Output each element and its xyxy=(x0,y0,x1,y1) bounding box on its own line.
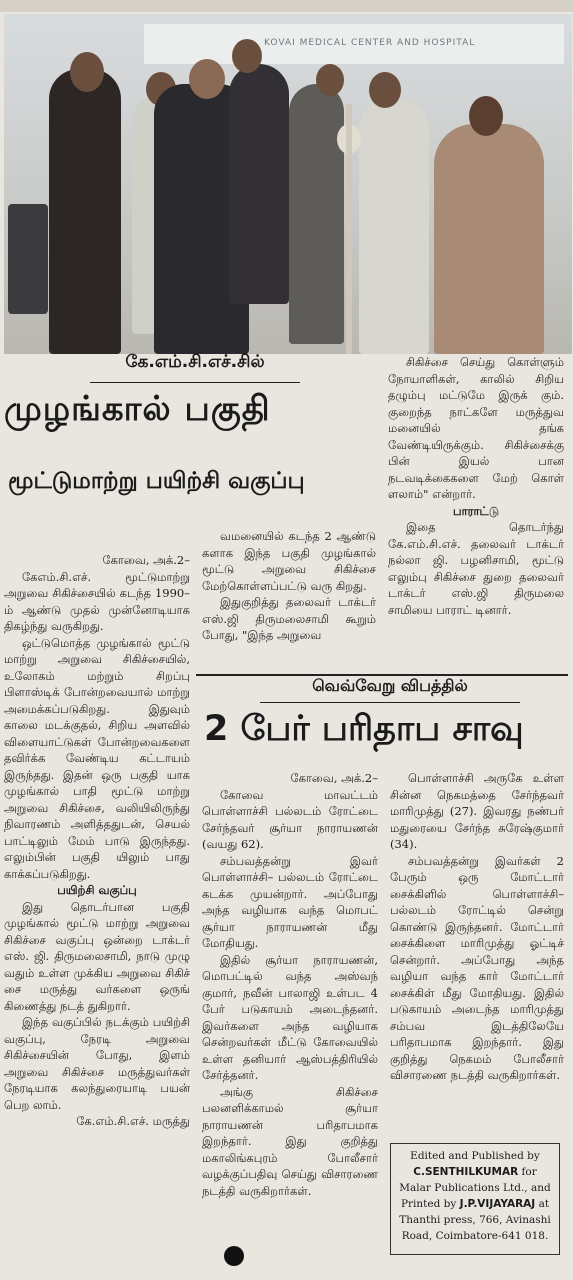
story2-column-2: பொள்ளாச்சி அருகே உள்ள சின்ன நெகமத்தை சேர்ந்தவர் மாரிமுத்து (27). இவரது நண்பர் மதுரையை சேர்ந்த சுரேஷ்குமார் (34). சம்பவத்தன்று இவர்கள் 2 பேரும் ஒரு மோட்டார் சைக்கிளில் பொள்ளாச்சி– பல்லடம் ரோட்டில் சென்று கொண்டு இருந்தனர். மோட்டார் சைக்கிளை மாரிமுத்து ஓட்டிச் சென்றார். அப்போது அந்த வழியா வந்த கார் மோட்டார் சைக்கிள் மீது மோதியது. இதில் படுகாயம் அடைந்த மாரிமுத்து சம்பவ இடத்திலேயே பரிதாபமாக இறந்தார். இது குறித்து நெகமம் போலீசார் விசாரணை நடத்தி வருகிறார்கள். xyxy=(390,771,564,1082)
story2-column-1: கோவை, அக்.2– கோவை மாவட்டம் பொள்ளாச்சி பல்லடம் ரோட்டை சேர்ந்தவர் சூர்யா நாராயணன் (வயது 62). சம்பவத்தன்று இவர் பொள்ளாச்சி– பல்லடம் ரோட்டை கடக்க முயன்றார். அப்போது அந்த வழியாக வந்த மொபட் சூர்யா நாராயணன் மீது மோதியது. இதில் சூர்யா நாராயணன், மொபட்டில் வந்த அஸ்வந் குமார், நவீன் பாலாஜி உள்பட 4 பேர் படுகாயம் அடைந்தனர். இவர்களை அந்த வழியாக சென்றவர்கள் மீட்டு கோவையில் உள்ள தனியார் ஆஸ்பத்திரியில் சேர்த்தனர். அங்கு சிகிச்சை பலனளிக்காமல் சூர்யா நாராயணன் பரிதாபமாக இறந்தார். இது குறித்து மகாலிங்கபுரம் போலீசார் வழக்குப்பதிவு செய்து விசாரணை நடத்தி வருகிறார்கள். xyxy=(202,771,378,1198)
subheading: பயிற்சி வகுப்பு xyxy=(57,883,137,897)
story1-kicker: கே.எம்.சி.எச்.சில் xyxy=(125,352,265,372)
story2-headline: 2 பேர் பரிதாப சாவு xyxy=(204,709,524,749)
story1-column-2: வமனையில் கடந்த 2 ஆண்டு களாக இந்த பகுதி முழங்கால் மூட்டு அறுவை சிகிச்சை மேற்கொள்ளப்பட்டு வரு கிறது. இதுகுறித்து தலைவர் டாக்டர் எஸ்.ஜி திருமலைசாமி கூறும் போது, "இந்த அறுவை xyxy=(202,529,376,642)
publisher-credit-box: Edited and Published by C.SENTHILKUMAR for Malar Publications Ltd., and Printed by J.P.VIJAYARAJ at Thanthi press, 766, Avinashi Road, Coimbatore-641 018. xyxy=(390,1143,560,1255)
oil-lamp xyxy=(329,84,369,354)
hospital-banner xyxy=(144,24,564,64)
banner-text: KOVAI MEDICAL CENTER AND HOSPITAL xyxy=(264,38,476,48)
news-photo xyxy=(4,14,572,354)
story1-headline-line1: முழங்கால் பகுதி xyxy=(4,389,271,429)
story1-headline-line2: மூட்டுமாற்று பயிற்சி வகுப்பு xyxy=(8,468,305,494)
story1-column-1: கோவை, அக்.2– கேஎம்.சி.எச். மூட்டுமாற்று அறுவை சிகிச்சையில் கடந்த 1990–ம் ஆண்டு முதல் முன்னோடியாக திகழ்ந்து வருகிறது. ஒட்டுமொத்த முழங்கால் மூட்டு மாற்று அறுவை சிகிச்சையில், உலோகம் மற்றும் சிறப்பு பிளாஸ்டிக் போன்றவையால் மாற்று அமைக்கப்படுகிறது. இதுவும் காலை மடக்குதல், சிறிய அளவில் விளையாட்டுகள் போன்றவைகளை தவிர்க்க வேண்டிய கட்டாயம் இருந்தது. இதன் ஒரு பகுதி யாக முழங்கால் பாதி மூட்டு மாற்று அறுவை சிகிச்சை, வலியிலிருந்து நிவாரணம் அளித்ததுடன், செயல் பாட்டிலும் மேம் பாடு இருந்தது. எலும்பின் பகுதி யிலும் பாது காக்கப்படுகிறது. பயிற்சி வகுப்பு இது தொடர்பான பகுதி முழங்கால் மூட்டு மாற்று அறுவை சிகிச்சை வகுப்பு ஒன்றை டாக்டர் எஸ். ஜி. திருமலைசாமி, நாடு முழு வதும் உள்ள முக்கிய அறுவை சிகிச் சை மருத்து வர்களை ஒருங் கிணைத்து நடத் துகிறார். இந்த வகுப்பில் நடக்கும் பயிற்சி வகுப்பு, நேரடி அறுவை சிகிச்சையின் போது, இளம் அறுவை சிகிச்சை மருத்துவர்கள் நேரடியாக கலந்துரையாடி பயன் பெற லாம். கே.எம்.சி.எச். மருத்து xyxy=(4,553,190,1128)
story2-kicker: வெவ்வேறு விபத்தில் xyxy=(312,676,468,695)
page-marker-dot xyxy=(224,1246,244,1266)
story1-column-3: சிகிச்சை செய்து கொள்ளும் நோயாளிகள், காலில் சிறிய தழும்பு மட்டுமே இருக் கும். குறைந்த நாட்களே மருத்துவ மனையில் தங்க வேண்டியிருக்கும். சிகிச்சைக்கு பின் இயல் பான நடவடிக்கைகளை மேற் கொள் ளலாம்" என்றார். பாராட்டு இதை தொடர்ந்து கே.எம்.சி.எச். தலைவர் டாக்டர் நல்லா ஜி. பழனிசாமி, மூட்டு எலும்பு சிகிச்சை துறை தலைவர் டாக்டர் எஸ்.ஜி திருமலை சாமியை பாராட் டினார். xyxy=(388,355,564,617)
page-top-band xyxy=(0,0,573,12)
dateline: கோவை, அக்.2– xyxy=(290,771,378,785)
dateline: கோவை, அக்.2– xyxy=(102,553,190,567)
subheading: பாராட்டு xyxy=(453,503,499,518)
